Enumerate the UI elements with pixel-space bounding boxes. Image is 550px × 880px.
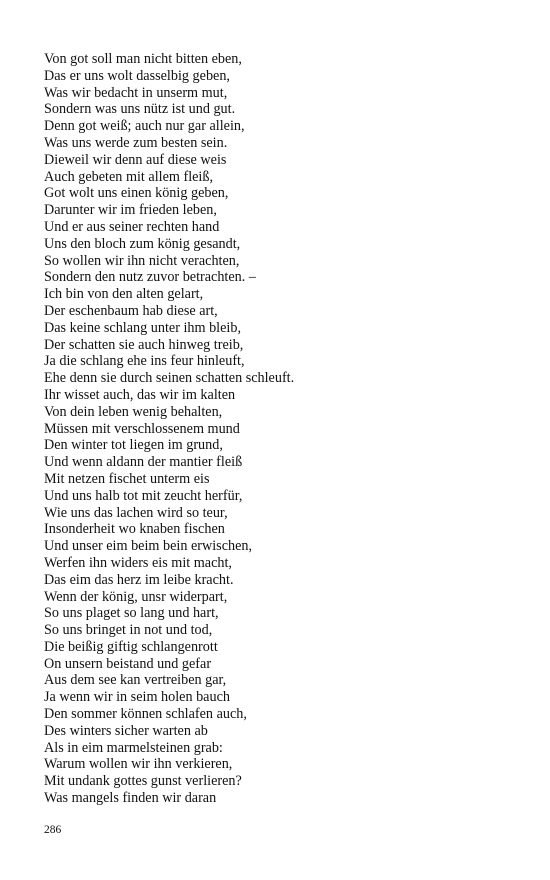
poem-line: Sondern was uns nütz ist und gut. — [44, 101, 236, 118]
poem-line: Von dein leben wenig behalten, — [44, 403, 223, 420]
poem-line: Der eschenbaum hab diese art, — [44, 302, 218, 319]
poem-line: Das keine schlang unter ihm bleib, — [44, 319, 241, 336]
poem-line: Wenn der könig, unsr widerpart, — [44, 588, 228, 605]
poem-line: Aus dem see kan vertreiben gar, — [44, 672, 227, 689]
poem-line: Den winter tot liegen im grund, — [44, 437, 223, 454]
poem-line: Von got soll man nicht bitten eben, — [44, 51, 242, 67]
poem-line: Ja wenn wir in seim holen bauch — [44, 689, 230, 706]
poem-line: So uns plaget so lang und hart, — [44, 605, 219, 622]
poem-text — [44, 51, 524, 807]
poem-line: Got wolt uns einen könig geben, — [44, 185, 229, 202]
poem-line: Werfen ihn widers eis mit macht, — [44, 554, 232, 571]
poem-line: Das eim das herz im leibe kracht. — [44, 571, 234, 588]
poem-line: Insonderheit wo knaben fischen — [44, 521, 225, 538]
poem-line: Und er aus seiner rechten hand — [44, 218, 220, 235]
page-number: 286 — [44, 824, 62, 836]
poem-line: On unsern beistand und gefar — [44, 655, 212, 672]
poem-line: Auch gebeten mit allem fleiß, — [44, 168, 214, 185]
poem-line: Mit netzen fischet unterm eis — [44, 470, 210, 487]
poem-line: Denn got weiß; auch nur gar allein, — [44, 118, 245, 135]
poem-line: Warum wollen wir ihn verkieren, — [44, 756, 233, 773]
poem-line: Ehe denn sie durch seinen schatten schleuft. — [44, 370, 295, 387]
poem-line: Sondern den nutz zuvor betrachten. – — [44, 269, 256, 286]
poem-line: Was mangels finden wir daran — [44, 790, 217, 807]
poem-line: Müssen mit verschlossenem mund — [44, 420, 240, 437]
poem-line: Ja die schlang ehe ins feur hinleuft, — [44, 353, 245, 370]
poem-line: Uns den bloch zum könig gesandt, — [44, 235, 241, 252]
poem-line: Und wenn aldann der mantier fleiß — [44, 454, 243, 471]
poem-line: So wollen wir ihn nicht verachten, — [44, 252, 240, 269]
poem-line: Und unser eim beim bein erwischen, — [44, 538, 253, 555]
poem-line: Die beißig giftig schlangenrott — [44, 638, 218, 655]
poem-line: Und uns halb tot mit zeucht herfür, — [44, 487, 243, 504]
poem-line: Dieweil wir denn auf diese weis — [44, 151, 227, 168]
poem-line: Den sommer können schlafen auch, — [44, 706, 247, 723]
poem-line: Mit undank gottes gunst verlieren? — [44, 773, 242, 790]
poem-line: So uns bringet in not und tod, — [44, 622, 213, 639]
poem-line: Was wir bedacht in unserm mut, — [44, 84, 228, 101]
poem-line: Ich bin von den alten gelart, — [44, 286, 204, 303]
poem-line: Was uns werde zum besten sein. — [44, 134, 228, 151]
poem-line: Wie uns das lachen wird so teur, — [44, 504, 228, 521]
poem-line: Darunter wir im frieden leben, — [44, 202, 217, 219]
poem-line: Des winters sicher warten ab — [44, 722, 208, 739]
poem-line: Als in eim marmelsteinen grab: — [44, 739, 223, 756]
poem-line: Das er uns wolt dasselbig geben, — [44, 67, 230, 84]
poem-line: Der schatten sie auch hinweg treib, — [44, 336, 244, 353]
poem-line: Ihr wisset auch, das wir im kalten — [44, 386, 236, 403]
